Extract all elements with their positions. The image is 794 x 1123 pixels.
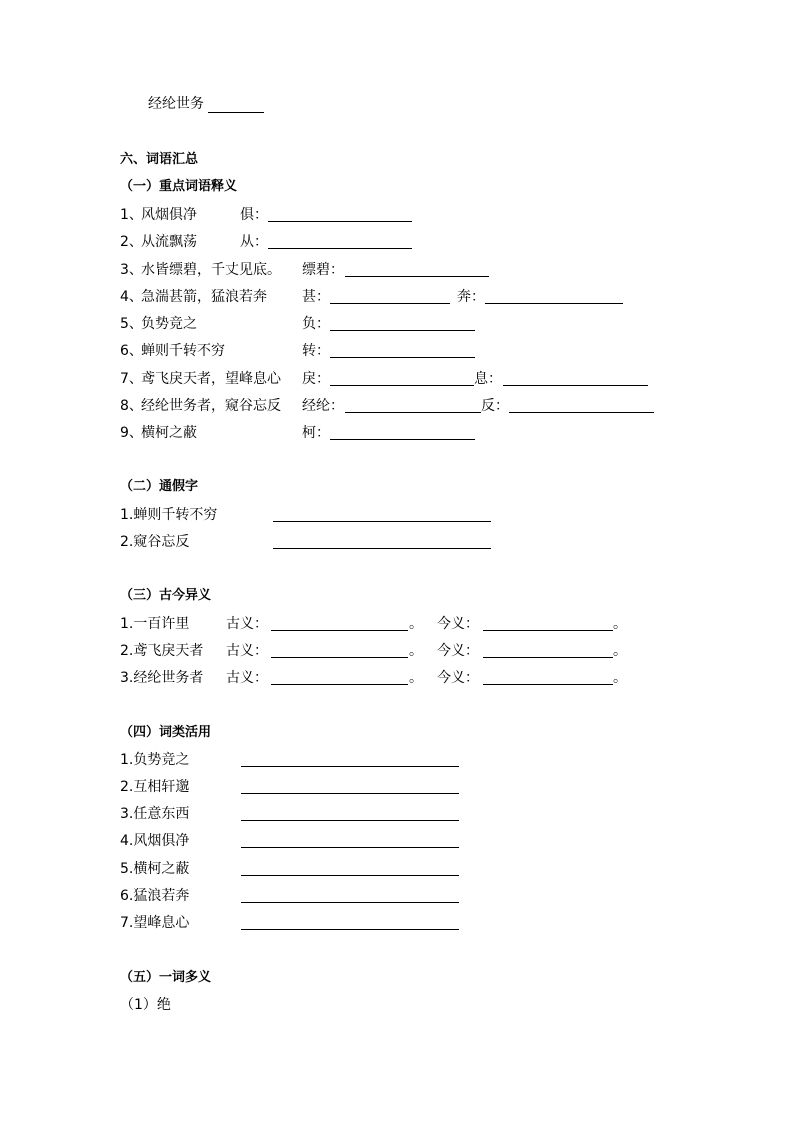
key-word-label: 奔： <box>457 289 485 305</box>
answer-blank[interactable] <box>208 112 264 113</box>
modern-meaning-label: 今义： <box>437 616 479 632</box>
item-number: 1、 <box>120 207 143 223</box>
period: 。 <box>409 616 423 632</box>
answer-blank[interactable] <box>330 439 475 440</box>
answer-blank[interactable] <box>485 303 623 304</box>
answer-blank[interactable] <box>271 657 408 658</box>
answer-blank[interactable] <box>241 929 459 930</box>
modern-meaning-label: 今义： <box>437 670 479 686</box>
answer-blank[interactable] <box>483 630 613 631</box>
answer-blank[interactable] <box>345 276 489 277</box>
item-number: 2、 <box>120 234 143 250</box>
key-word-label: 甚： <box>302 289 330 305</box>
ancient-meaning-label: 古义： <box>226 643 268 659</box>
subsection-title-4: （四）词类活用 <box>120 725 212 740</box>
period: 。 <box>409 643 423 659</box>
answer-blank[interactable] <box>241 793 459 794</box>
answer-blank[interactable] <box>345 412 481 413</box>
item-number: 3、 <box>120 262 143 278</box>
answer-blank[interactable] <box>483 684 613 685</box>
answer-blank[interactable] <box>268 221 412 222</box>
key-word-label: 反： <box>481 398 509 414</box>
key-word-label: 负： <box>302 316 330 332</box>
list-item: 3.任意东西 <box>120 806 190 822</box>
period: 。 <box>409 670 423 686</box>
subsection-title-3: （三）古今异义 <box>120 588 212 603</box>
period: 。 <box>613 643 627 659</box>
item-number: 8、 <box>120 398 143 414</box>
item-phrase: 风烟俱净 <box>141 207 197 223</box>
item-phrase: 水皆缥碧，千丈见底。 <box>141 262 281 278</box>
ancient-meaning-label: 古义： <box>226 670 268 686</box>
modern-meaning-label: 今义： <box>437 643 479 659</box>
list-item: 4.风烟俱净 <box>120 833 190 849</box>
answer-blank[interactable] <box>330 385 474 386</box>
item-number: 6、 <box>120 343 143 359</box>
item-phrase: 经纶世务者，窥谷忘反 <box>141 398 281 414</box>
list-item: 7.望峰息心 <box>120 915 190 931</box>
subsection-title-1: （一）重点词语释义 <box>120 179 238 194</box>
answer-blank[interactable] <box>271 630 408 631</box>
list-item: 6.猛浪若奔 <box>120 888 190 904</box>
answer-blank[interactable] <box>503 385 648 386</box>
item-phrase: 负势竞之 <box>141 316 197 332</box>
answer-blank[interactable] <box>273 548 491 549</box>
answer-blank[interactable] <box>330 330 475 331</box>
key-word-label: 从： <box>240 234 268 250</box>
answer-blank[interactable] <box>241 820 459 821</box>
answer-blank[interactable] <box>330 357 475 358</box>
period: 。 <box>613 670 627 686</box>
list-item: 2.鸢飞戾天者 <box>120 643 204 659</box>
list-item: （1）绝 <box>120 997 171 1013</box>
item-phrase: 鸢飞戾天者，望峰息心 <box>141 371 281 387</box>
subsection-title-2: （二）通假字 <box>120 479 199 494</box>
answer-blank[interactable] <box>273 521 491 522</box>
intro-text: 经纶世务 <box>148 96 204 112</box>
ancient-meaning-label: 古义： <box>226 616 268 632</box>
item-phrase: 急湍甚箭，猛浪若奔 <box>141 289 267 305</box>
list-item: 1.一百许里 <box>120 616 190 632</box>
answer-blank[interactable] <box>268 248 412 249</box>
answer-blank[interactable] <box>241 847 459 848</box>
item-phrase: 从流飘荡 <box>141 234 197 250</box>
list-item: 2.互相轩邈 <box>120 779 190 795</box>
key-word-label: 经纶： <box>302 398 344 414</box>
list-item: 5.横柯之蔽 <box>120 861 190 877</box>
key-word-label: 息： <box>474 371 502 387</box>
period: 。 <box>613 616 627 632</box>
answer-blank[interactable] <box>271 684 408 685</box>
item-number: 4、 <box>120 289 143 305</box>
answer-blank[interactable] <box>509 412 654 413</box>
answer-blank[interactable] <box>241 875 459 876</box>
answer-blank[interactable] <box>241 902 459 903</box>
key-word-label: 转： <box>302 343 330 359</box>
key-word-label: 俱： <box>240 207 268 223</box>
key-word-label: 缥碧： <box>302 262 344 278</box>
item-phrase: 横柯之蔽 <box>141 425 197 441</box>
key-word-label: 戾： <box>302 371 330 387</box>
answer-blank[interactable] <box>330 303 450 304</box>
list-item: 1.负势竞之 <box>120 752 190 768</box>
item-number: 7、 <box>120 371 143 387</box>
list-item: 1.蝉则千转不穷 <box>120 507 218 523</box>
list-item: 3.经纶世务者 <box>120 670 204 686</box>
subsection-title-5: （五）一词多义 <box>120 970 212 985</box>
item-number: 9、 <box>120 425 143 441</box>
item-phrase: 蝉则千转不穷 <box>141 343 225 359</box>
answer-blank[interactable] <box>483 657 613 658</box>
answer-blank[interactable] <box>241 766 459 767</box>
list-item: 2.窥谷忘反 <box>120 534 190 550</box>
item-number: 5、 <box>120 316 143 332</box>
section-title: 六、词语汇总 <box>120 152 199 167</box>
key-word-label: 柯： <box>302 425 330 441</box>
